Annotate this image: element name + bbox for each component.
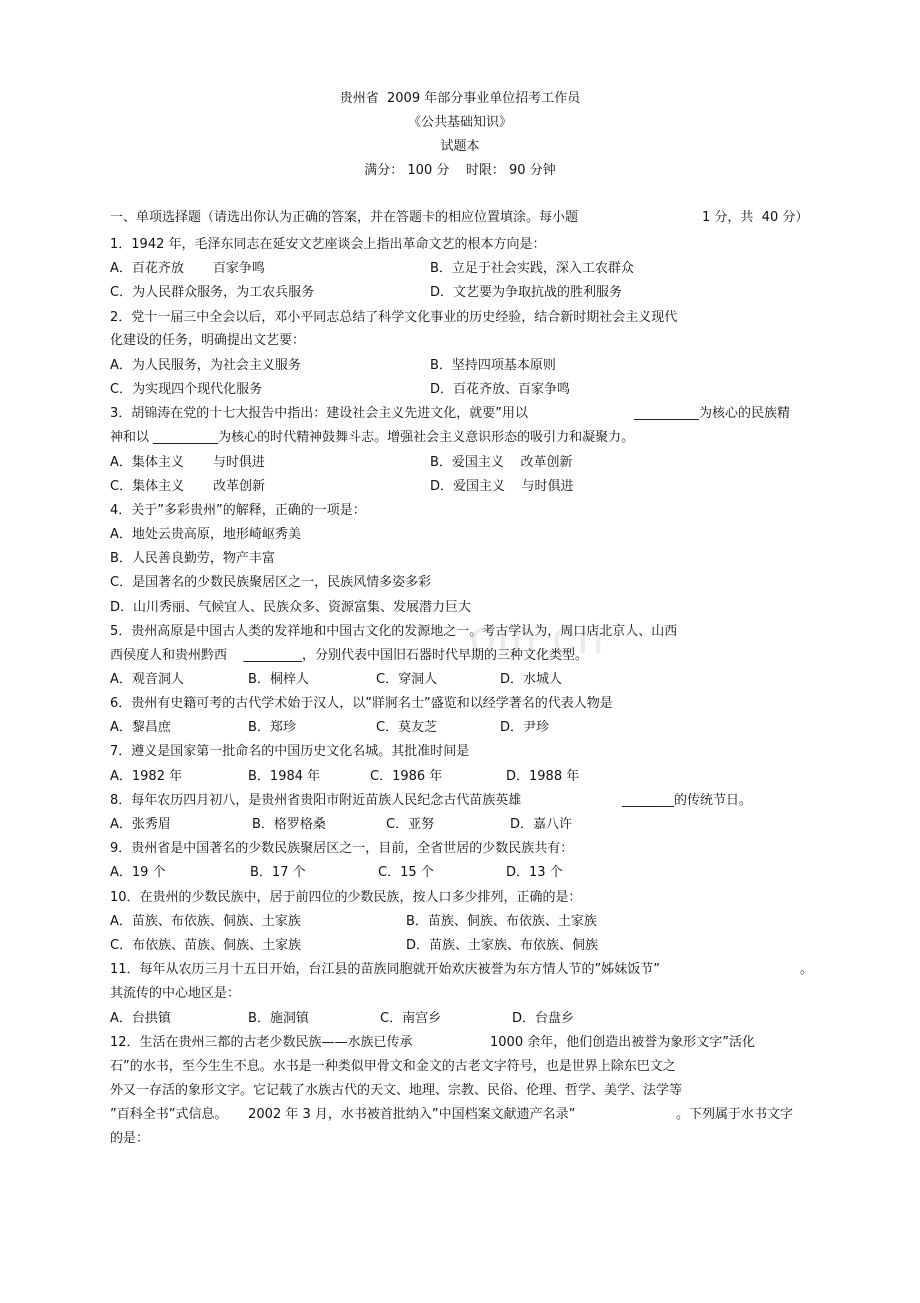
question-1-stem: 1．1942 年，毛泽东同志在延安文艺座谈会上指出革命文艺的根本方向是： xyxy=(110,237,546,252)
question-8-option-b: B．格罗格桑 xyxy=(252,817,326,832)
question-6-option-b: B．郑珍 xyxy=(248,720,296,735)
section-heading-score: 1 分，共 40 分） xyxy=(702,210,809,225)
question-10-option-c: C．布依族、苗族、侗族、土家族 xyxy=(110,938,302,953)
question-2-option-b: B．坚持四项基本原则 xyxy=(430,358,556,373)
question-3-option-d: D．爱国主义 与时俱进 xyxy=(430,479,574,494)
question-2-stem: 2．党十一届三中全会以后，邓小平同志总结了科学文化事业的历史经验，结合新时期社会主义现代 xyxy=(110,310,678,325)
question-9-option-a: A．19 个 xyxy=(110,865,166,880)
question-4-option-c: C．是国著名的少数民族聚居区之一，民族风情多姿多彩 xyxy=(110,575,432,590)
question-12-line-3: 外又一存活的象形文字。它记载了水族古代的天文、地理、宗教、民俗、伦理、哲学、美学、法学等 xyxy=(110,1083,683,1098)
watermark: om.cn xyxy=(470,611,606,663)
question-5-option-c: C．穿洞人 xyxy=(376,672,438,687)
exam-subject: 《公共基础知识》 xyxy=(407,115,512,130)
question-1-option-d: D．文艺要为争取抗战的胜利服务 xyxy=(430,285,623,300)
question-12-line-4: ”百科全书”式信息。 2002 年 3 月，水书被首批纳入”中国档案文献遗产名录” xyxy=(110,1107,576,1122)
question-11-stem-period: 。 xyxy=(800,962,814,977)
question-12-line-1b: 1000 余年，他们创造出被誉为象形文字”活化 xyxy=(490,1035,755,1050)
section-heading: 一、单项选择题（请选出你认为正确的答案，并在答题卡的相应位置填涂。每小题 xyxy=(110,210,579,225)
question-3-stem-cont: 神和以 __________为核心的时代精神鼓舞斗志。增强社会主义意识形态的吸引力和凝聚力。 xyxy=(110,430,635,445)
question-5-option-a: A．观音洞人 xyxy=(110,672,184,687)
question-3-option-a: A．集体主义 与时俱进 xyxy=(110,455,265,470)
question-5-option-b: B．桐梓人 xyxy=(248,672,309,687)
question-4-stem: 4．关于”多彩贵州”的解释，正确的一项是： xyxy=(110,503,366,518)
question-10-option-b: B．苗族、侗族、布依族、土家族 xyxy=(406,914,597,929)
question-7-option-a: A．1982 年 xyxy=(110,769,183,784)
question-8-option-c: C．亚努 xyxy=(386,817,435,832)
question-7-stem: 7．遵义是国家第一批命名的中国历史文化名城。其批准时间是 xyxy=(110,744,470,759)
question-3-stem: 3．胡锦涛在党的十七大报告中指出：建设社会主义先进文化，就要”用以 xyxy=(110,406,529,421)
question-8-option-d: D．嘉八许 xyxy=(510,817,573,832)
question-11-stem-cont: 其流传的中心地区是： xyxy=(110,986,241,1001)
question-11-stem: 11．每年从农历三月十五日开始，台江县的苗族同胞就开始欢庆被誉为东方情人节的”姊妹饭节” xyxy=(110,962,661,977)
question-4-option-a: A．地处云贵高原，地形崎岖秀美 xyxy=(110,527,301,542)
question-12-line-4b: 。下列属于水书文字 xyxy=(676,1107,794,1122)
question-10-stem: 10．在贵州的少数民族中，居于前四位的少数民族，按人口多少排列，正确的是： xyxy=(110,890,582,905)
question-1-option-b: B．立足于社会实践，深入工农群众 xyxy=(430,261,634,276)
question-7-option-b: B．1984 年 xyxy=(248,769,321,784)
question-7-option-c: C．1986 年 xyxy=(370,769,443,784)
question-1-option-a: A．百花齐放 百家争鸣 xyxy=(110,261,265,276)
question-8-stem-blank: ________的传统节日。 xyxy=(622,793,753,808)
question-12-line-5: 的是： xyxy=(110,1131,150,1146)
question-11-option-a: A．台拱镇 xyxy=(110,1011,171,1026)
question-12-line-1: 12．生活在贵州三都的古老少数民族——水族已传承 xyxy=(110,1035,413,1050)
question-3-stem-blank: __________为核心的民族精 xyxy=(634,406,791,421)
question-5-stem: 5．贵州高原是中国古人类的发祥地和中国古文化的发源地之一。考古学认为，周口店北京人、山西 xyxy=(110,624,678,639)
question-6-option-c: C．莫友芝 xyxy=(376,720,438,735)
question-1-option-c: C．为人民群众服务，为工农兵服务 xyxy=(110,285,315,300)
booklet-label: 试题本 xyxy=(440,139,480,154)
question-11-option-b: B．施洞镇 xyxy=(248,1011,309,1026)
question-11-option-d: D．台盘乡 xyxy=(512,1011,575,1026)
question-2-option-d: D．百花齐放、百家争鸣 xyxy=(430,382,571,397)
question-5-option-d: D．水城人 xyxy=(500,672,563,687)
question-9-option-c: C．15 个 xyxy=(378,865,434,880)
question-6-option-d: D．尹珍 xyxy=(500,720,550,735)
exam-title: 贵州省 2009 年部分事业单位招考工作员 xyxy=(339,91,581,106)
question-3-option-b: B．爱国主义 改革创新 xyxy=(430,455,573,470)
question-2-option-a: A．为人民服务，为社会主义服务 xyxy=(110,358,301,373)
question-8-stem: 8．每年农历四月初八，是贵州省贵阳市附近苗族人民纪念古代苗族英雄 xyxy=(110,793,522,808)
question-11-option-c: C．南宫乡 xyxy=(380,1011,442,1026)
question-4-option-d: D．山川秀丽、气候宜人、民族众多、资源富集、发展潜力巨大 xyxy=(110,600,472,615)
question-4-option-b: B．人民善良勤劳，物产丰富 xyxy=(110,551,275,566)
question-9-option-d: D．13 个 xyxy=(506,865,563,880)
question-9-stem: 9．贵州省是中国著名的少数民族聚居区之一，目前，全省世居的少数民族共有： xyxy=(110,841,574,856)
question-5-stem-cont: 西侯度人和贵州黔西 _________，分别代表中国旧石器时代早期的三种文化类型。 xyxy=(110,648,589,663)
question-10-option-a: A．苗族、布依族、侗族、土家族 xyxy=(110,914,301,929)
question-12-line-2: 石”的水书，至今生生不息。水书是一种类似甲骨文和金文的古老文字符号，也是世界上除东巴文之 xyxy=(110,1059,676,1074)
question-6-option-a: A．黎昌庶 xyxy=(110,720,171,735)
question-9-option-b: B．17 个 xyxy=(250,865,306,880)
score-time: 满分： 100 分 时限： 90 分钟 xyxy=(364,163,556,178)
question-8-option-a: A．张秀眉 xyxy=(110,817,171,832)
question-7-option-d: D．1988 年 xyxy=(506,769,580,784)
question-3-option-c: C．集体主义 改革创新 xyxy=(110,479,266,494)
question-10-option-d: D．苗族、土家族、布依族、侗族 xyxy=(406,938,599,953)
question-2-stem-cont: 化建设的任务，明确提出文艺要： xyxy=(110,333,306,348)
question-6-stem: 6．贵州有史籍可考的古代学术始于汉人，以”牂牁名士”盛览和以经学著名的代表人物是 xyxy=(110,696,613,711)
question-2-option-c: C．为实现四个现代化服务 xyxy=(110,382,263,397)
